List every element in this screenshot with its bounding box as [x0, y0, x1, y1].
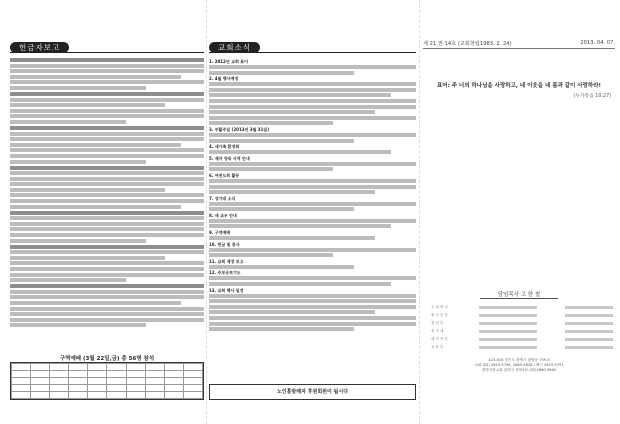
church-news-title: 교회소식 [209, 42, 260, 53]
cell-meeting-table [10, 362, 204, 400]
news-item: 9. 구역예배 [209, 230, 231, 236]
church-address: 423-016 경기도 광명시 광명동 759-5 교회 (02) 2619-5796, 2685-5628 / 팩스 2619-5791 광명사랑교회 광명시 하안3동 (02)2680-5600 [474, 358, 564, 372]
bulletin-date: 2013. 04. 07. [580, 40, 615, 46]
verse-reference: (누가복음 10:27) [573, 94, 611, 99]
top-rule [423, 48, 615, 49]
fold-line [206, 0, 207, 424]
cell-meeting-title: 구역예배 (3월 22일,금) 총 56명 참석 [59, 356, 155, 362]
news-item: 1. 2012년 교회 표어 [209, 59, 248, 64]
news-item: 6. 여전도회 활동 [209, 172, 240, 178]
news-item: 10. 헌금 및 봉사 [209, 241, 240, 247]
staff-row: 청 년 부 [423, 321, 615, 328]
news-item: 11. 교회 재정 보고 [209, 258, 244, 264]
nursing-home-notice: 노인홈방례자 후원회원이 됩시다 [209, 384, 416, 400]
offering-report-title: 헌금자보고 [10, 42, 69, 53]
staff-row: 주 일 학 교 [423, 305, 615, 312]
news-item: 13. 교회 행사 일정 [209, 287, 244, 293]
header-rule [10, 52, 204, 53]
news-list [209, 58, 416, 380]
staff-row: 성 가 대 [423, 329, 615, 336]
news-item: 12. 주보공보기도 [209, 270, 241, 276]
senior-pastor: 담임목사 고 한 철 [423, 290, 615, 299]
news-item: 5. 제자 양육 사역 안내 [209, 155, 250, 161]
cover-panel [423, 40, 615, 400]
news-item: 4. 새가족 환영회 [209, 144, 240, 150]
church-news-header [209, 40, 416, 54]
staff-row: 중 고 등 부 [423, 313, 615, 320]
offering-report-panel [10, 40, 204, 400]
offering-report-header [10, 40, 204, 54]
fold-line [419, 0, 420, 424]
motto-verse: 표어: 주 너의 하나님을 사랑하고, 네 이웃을 네 몸과 같이 사랑하라! [436, 83, 602, 89]
offering-list [10, 58, 204, 328]
news-item: 3. 부활주일 (2013년 3월 31일) [209, 126, 270, 132]
staff-row: 교 육 부 [423, 345, 615, 352]
church-news-panel [209, 40, 416, 400]
news-item: 8. 새 교우 안내 [209, 212, 237, 218]
news-item: 2. 4월 행사예정 [209, 76, 239, 82]
staff-row: 새 가 족 부 [423, 337, 615, 344]
news-item: 7. 성가대 소식 [209, 195, 236, 201]
header-rule [209, 52, 416, 53]
volume-info: 제 21 권 14호 (교회창립1983. 2. 24) [423, 41, 512, 47]
